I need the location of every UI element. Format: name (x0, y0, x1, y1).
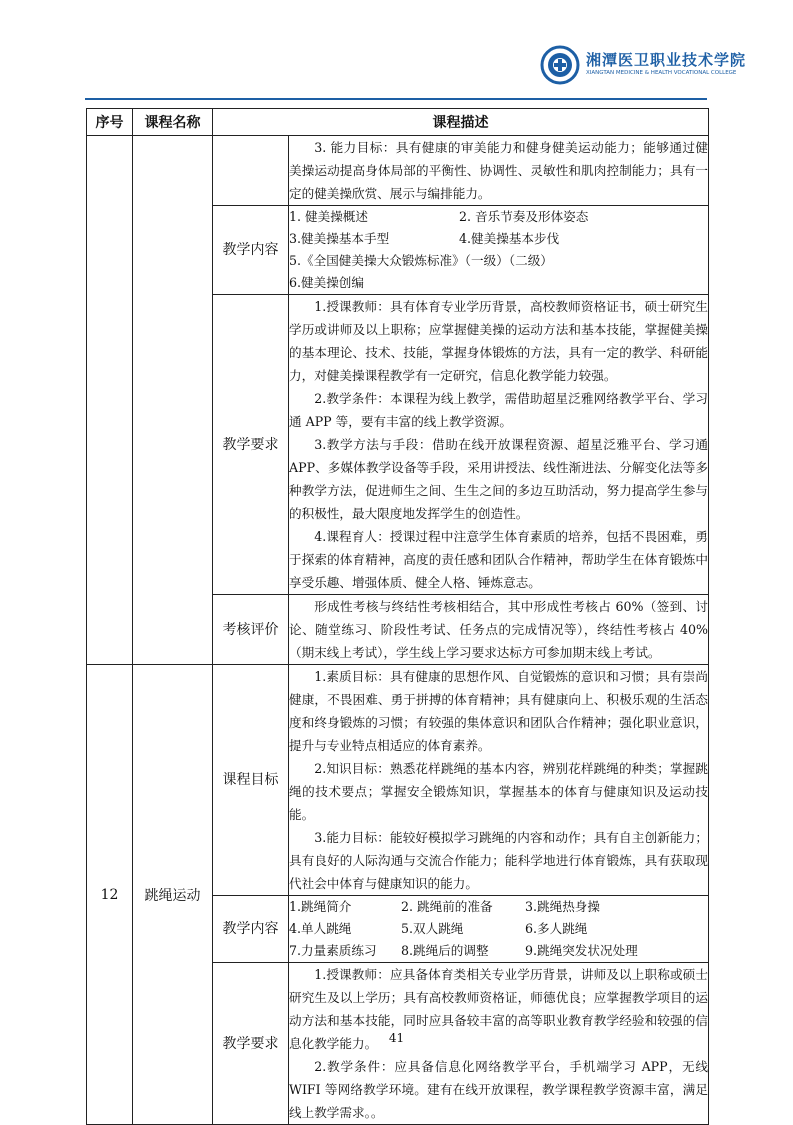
content-item: 8.跳绳后的调整 (401, 943, 489, 958)
course-table (86, 108, 709, 1125)
content-cell (289, 896, 709, 963)
req-item: 3.教学方法与手段：借助在线开放课程资源、超星泛雅平台、学习通 APP、多媒体教学设备等手段，采用讲授法、线性渐进法、分解变化法等多种教学方法，促进师生之间、生生之间的多边互助活动，努力提高学生参与的积极性，最大限度地发挥学生的创造性。 (289, 437, 708, 521)
goal-continuation (289, 136, 709, 206)
content-item: 2. 音乐节奏及形体姿态 (459, 209, 589, 224)
assess-text: 形成性考核与终结性考核相结合，其中形成性考核占 60%（签到、讨论、随堂练习、阶段性考试、任务点的完成情况等），终结性考核占 40%（期末线上考试），学生线上学习要求达标方可参加期末线上考试。 (289, 599, 708, 660)
school-emblem-icon (540, 45, 580, 85)
content-item: 1. 健美操概述 (289, 209, 368, 224)
header-course-name: 课程名称 (133, 109, 213, 136)
content-item: 3.跳绳热身操 (525, 899, 600, 914)
table-row (87, 665, 709, 896)
school-name-en: XIANGTAN MEDICINE & HEALTH VOCATIONAL COLLEGE (586, 70, 737, 76)
sub-label-empty (213, 136, 289, 206)
header-no: 序号 (87, 109, 133, 136)
page-number: 41 (388, 1031, 405, 1045)
goal-item: 1.素质目标：具有健康的思想作风、自觉锻炼的意识和习惯；具有崇尚健康，不畏困难、勇于拼搏的体育精神；具有健康向上、积极乐观的生活态度和终身锻炼的习惯；有较强的集体意识和团队合作精神；强化职业意识，提升与专业特点相适应的体育素养。 (289, 669, 708, 753)
content-item: 9.跳绳突发状况处理 (525, 943, 638, 958)
req-item: 2.教学条件：应具备信息化网络教学平台，手机端学习 APP，无线 WIFI 等网络教学环境。建有在线开放课程，教学课程教学资源丰富，满足线上教学需求。。 (289, 1059, 708, 1120)
content-item: 5.双人跳绳 (401, 921, 464, 936)
req-item: 1.授课教师：具有体育专业学历背景，高校教师资格证书，硕士研究生学历或讲师及以上职称；应掌握健美操的运动方法和基本技能，掌握健美操的基本理论、技术、技能，掌握身体锻炼的方法，具有一定的教学、科研能力，对健美操课程教学有一定研究，信息化教学能力较强。 (289, 299, 708, 383)
content-item: 4.单人跳绳 (289, 921, 352, 936)
content-item: 4.健美操基本步伐 (459, 231, 560, 246)
content-item: 7.力量素质练习 (289, 943, 377, 958)
content-item: 2. 跳绳前的准备 (401, 899, 493, 914)
content-item: 3.健美操基本手型 (289, 231, 390, 246)
req-item: 4.课程育人：授课过程中注意学生体育素质的培养，包括不畏困难，勇于探索的体育精神，高度的责任感和团队合作精神，帮助学生在体育锻炼中享受乐趣、增强体质、健全人格、锤炼意志。 (289, 529, 708, 590)
goal-text: 3. 能力目标：具有健康的审美能力和健身健美运动能力；能够通过健美操运动提高身体局部的平衡性、协调性、灵敏性和肌肉控制能力；具有一定的健美操欣赏、展示与编排能力。 (289, 140, 708, 201)
goal-cell (289, 665, 709, 896)
header-course-desc: 课程描述 (213, 109, 709, 136)
content-label: 教学内容 (213, 896, 289, 963)
content-item: 5.《全国健美操大众锻炼标准》（一级）（二级） (289, 253, 553, 268)
req-label: 教学要求 (213, 963, 289, 1125)
assess-cell (289, 595, 709, 665)
course-name: 跳绳运动 (133, 665, 213, 1125)
goal-item: 2.知识目标：熟悉花样跳绳的基本内容，辨别花样跳绳的种类；掌握跳绳的技术要点；掌握安全锻炼知识，掌握基本的体育与健康知识及运动技能。 (289, 761, 708, 822)
assess-label: 考核评价 (213, 595, 289, 665)
content-item: 1.跳绳简介 (289, 899, 352, 914)
no-cell-empty (87, 136, 133, 665)
goal-label: 课程目标 (213, 665, 289, 896)
req-cell (289, 295, 709, 595)
table-header-row (87, 109, 709, 136)
content-label: 教学内容 (213, 206, 289, 295)
course-no: 12 (87, 665, 133, 1125)
header-rule (85, 98, 707, 100)
content-item: 6.健美操创编 (289, 275, 364, 290)
req-item: 1.授课教师：应具备体育类相关专业学历背景，讲师及以上职称或硕士研究生及以上学历；具有高校教师资格证，师德优良；应掌握教学项目的运动方法和基本技能，同时应具备较丰富的高等职业教育教学经验和较强的信息化教学能力。 (289, 967, 708, 1051)
content-cell (289, 206, 709, 295)
name-cell-empty (133, 136, 213, 665)
req-item: 2.教学条件：本课程为线上教学，需借助超星泛雅网络教学平台、学习通 APP 等，要有丰富的线上教学资源。 (289, 391, 708, 429)
school-logo (540, 45, 747, 85)
req-label: 教学要求 (213, 295, 289, 595)
school-name: 湘潭医卫职业技术学院 (586, 51, 747, 69)
table-row (87, 136, 709, 206)
goal-item: 3.能力目标：能较好模拟学习跳绳的内容和动作；具有自主创新能力；具有良好的人际沟通与交流合作能力；能科学地进行体育锻炼，具有获取现代社会中体育与健康知识的能力。 (289, 830, 708, 891)
content-item: 6.多人跳绳 (525, 921, 588, 936)
